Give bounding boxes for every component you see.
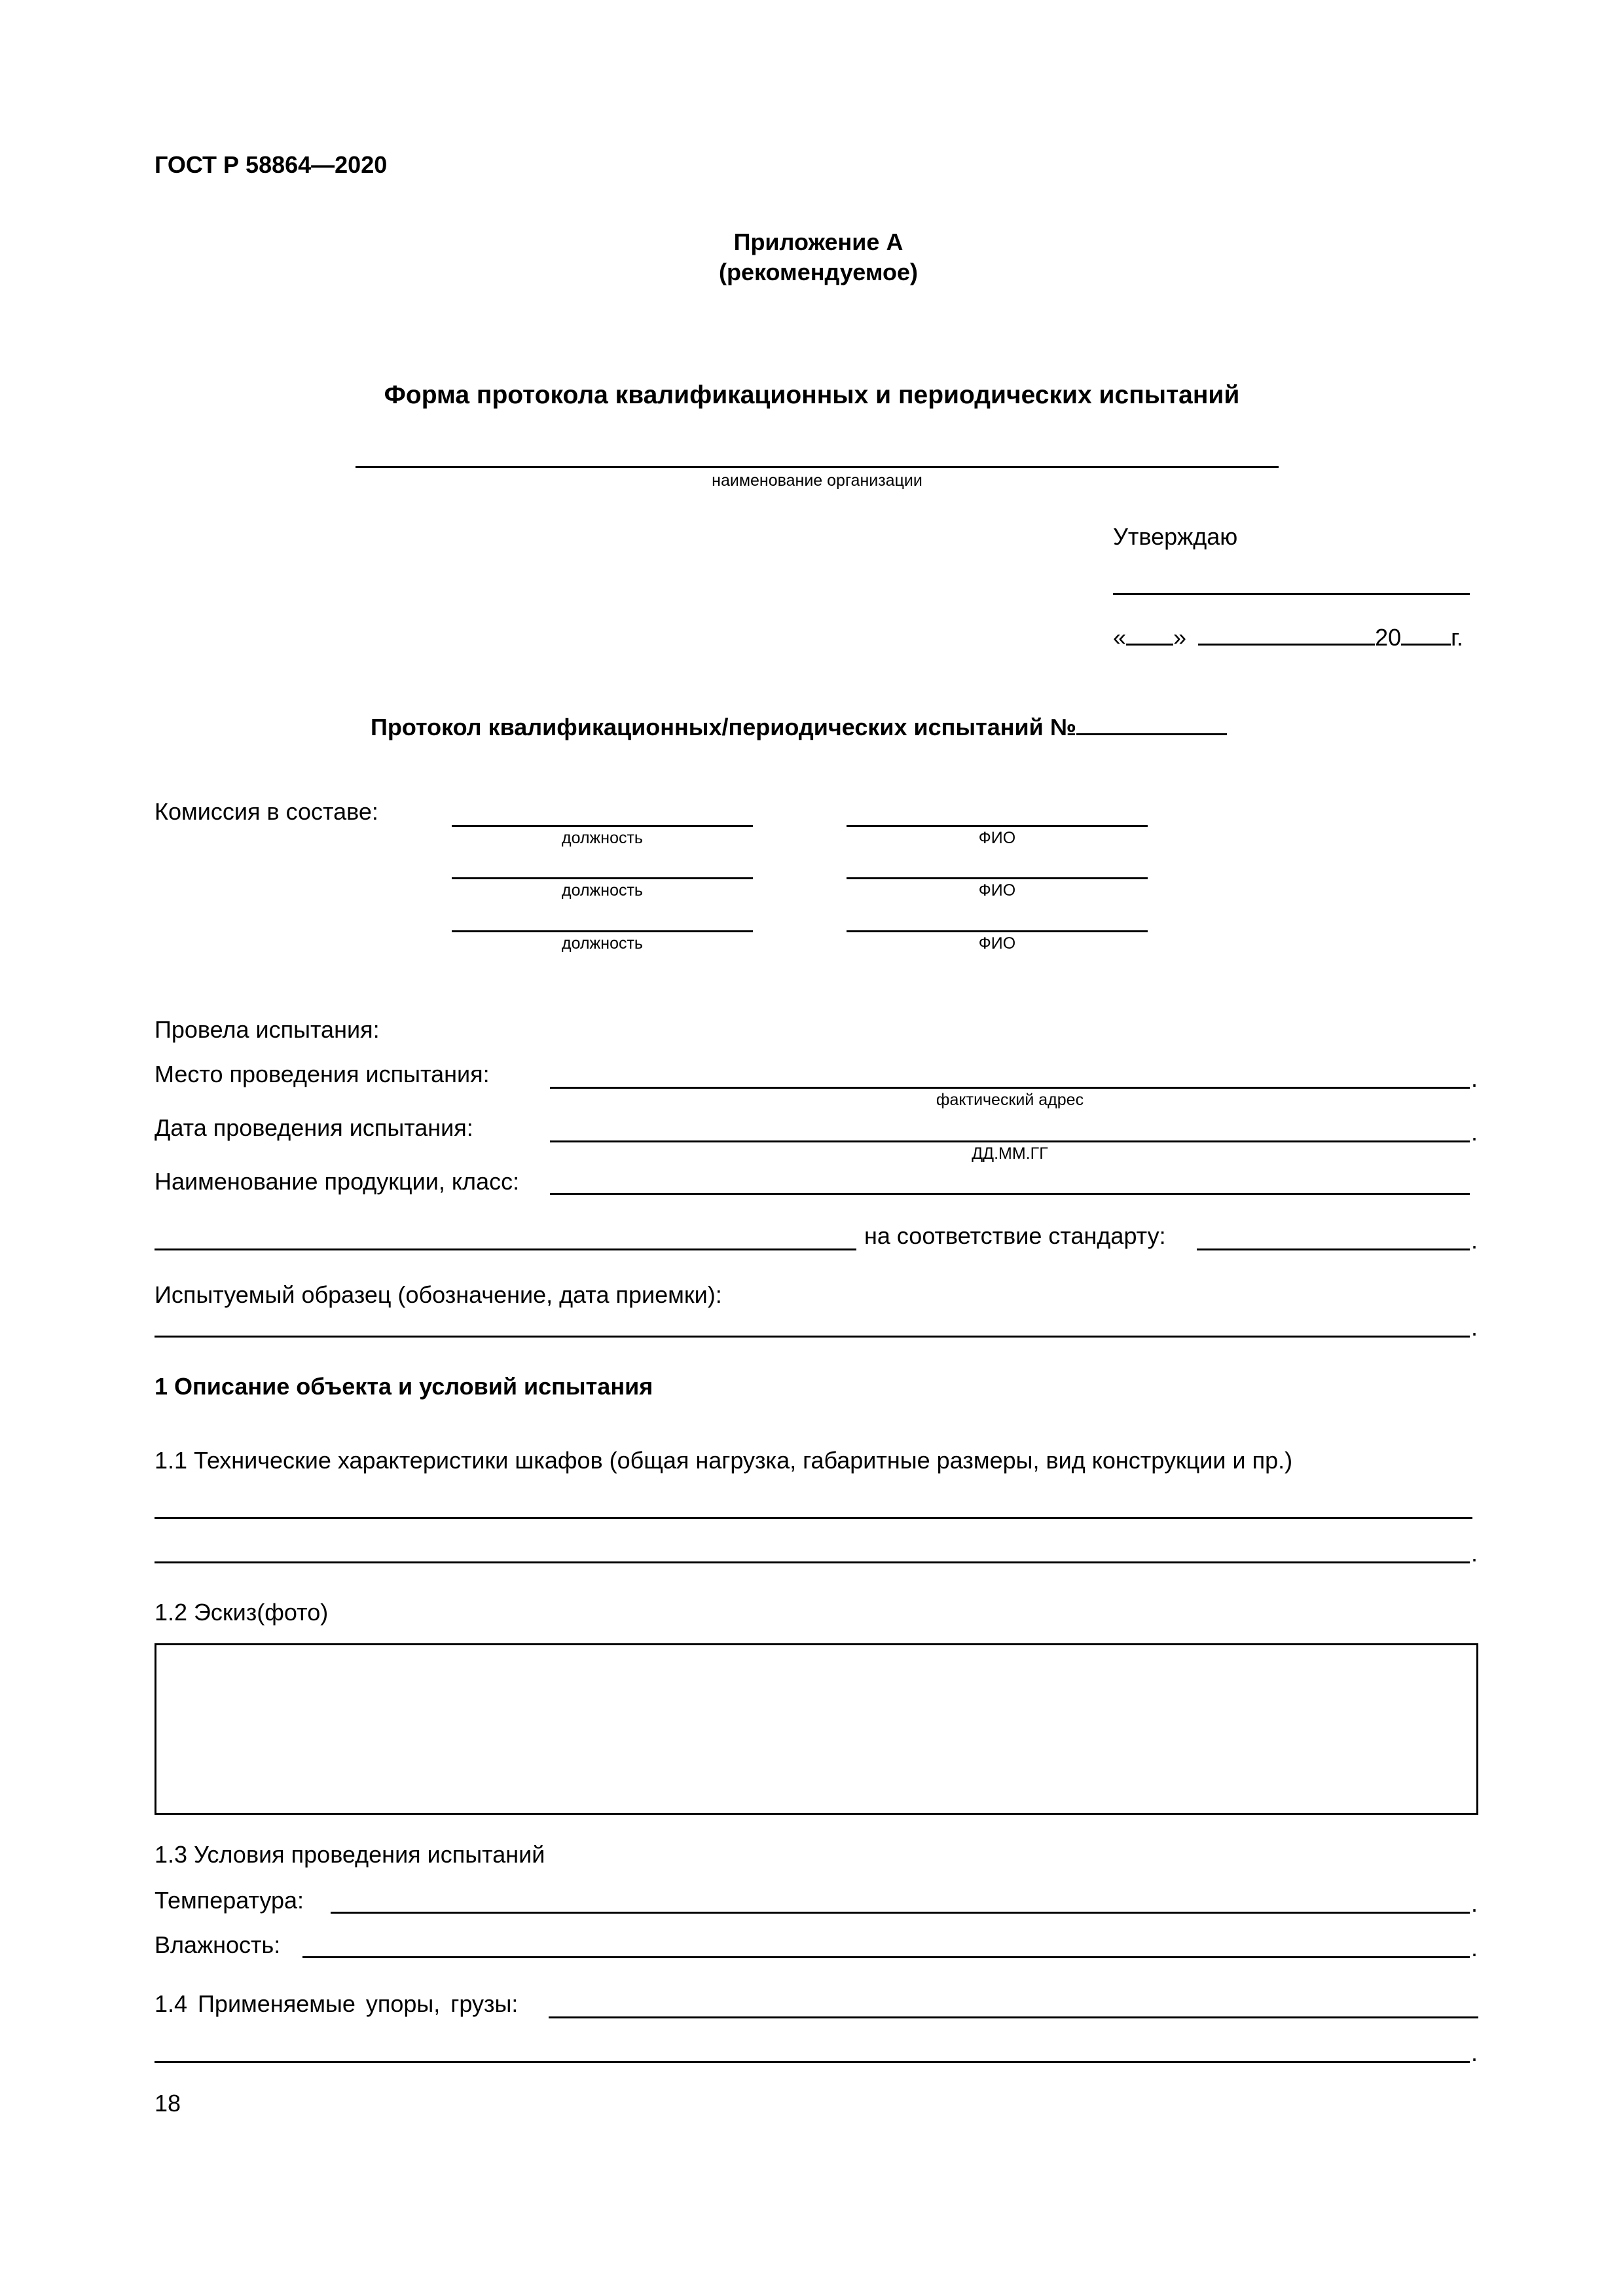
commission-label: Комиссия в составе:	[155, 798, 378, 825]
characteristics-field-2[interactable]	[155, 1561, 1470, 1563]
commission-name-field-1[interactable]	[847, 825, 1148, 827]
temperature-field[interactable]	[331, 1912, 1470, 1914]
quote-open: «	[1113, 624, 1127, 651]
position-caption-3: должность	[562, 934, 643, 953]
section-1-2-text: 1.2 Эскиз(фото)	[155, 1599, 329, 1626]
product-continuation-field[interactable]	[155, 1248, 856, 1250]
position-caption-2: должность	[562, 881, 643, 900]
standard-field[interactable]	[1197, 1248, 1470, 1250]
position-caption-1: должность	[562, 829, 643, 847]
date-period: .	[1471, 1119, 1478, 1146]
supports-period: .	[1471, 2039, 1478, 2066]
approval-month-field[interactable]	[1198, 624, 1375, 646]
name-caption-1: ФИО	[978, 829, 1016, 847]
approval-signature-field[interactable]	[1113, 593, 1470, 595]
protocol-title-text: Протокол квалификационных/периодических испытаний №	[371, 714, 1076, 740]
annex-title: Приложение А	[733, 228, 903, 255]
page-number: 18	[155, 2090, 181, 2117]
protocol-number-field[interactable]	[1076, 714, 1227, 735]
organization-caption: наименование организации	[712, 471, 922, 490]
name-caption-3: ФИО	[978, 934, 1016, 953]
annex-type: (рекомендуемое)	[719, 259, 918, 285]
characteristics-field-1[interactable]	[155, 1517, 1472, 1519]
commission-name-field-3[interactable]	[847, 930, 1148, 932]
place-period: .	[1471, 1065, 1478, 1092]
year-prefix: 20	[1375, 624, 1402, 651]
approval-year-field[interactable]	[1401, 624, 1451, 646]
place-caption: фактический адрес	[936, 1091, 1084, 1109]
form-title: Форма протокола квалификационных и периодических испытаний	[384, 381, 1240, 409]
temperature-label: Температура:	[155, 1887, 304, 1914]
approval-day-field[interactable]	[1126, 624, 1173, 646]
section-1-4-text: 1.4 Применяемые упоры, грузы:	[155, 1990, 519, 2017]
year-suffix: г.	[1451, 624, 1463, 651]
organization-field[interactable]	[356, 466, 1279, 468]
section-1-title: 1 Описание объекта и условий испытания	[155, 1373, 653, 1400]
product-field[interactable]	[550, 1193, 1470, 1195]
conducted-label: Провела испытания:	[155, 1016, 380, 1043]
approval-label: Утверждаю	[1113, 523, 1238, 550]
humidity-period: .	[1471, 1935, 1478, 1961]
standard-label: на соответствие стандарту:	[864, 1222, 1166, 1249]
date-caption: ДД.ММ.ГГ	[972, 1144, 1048, 1163]
supports-field-1[interactable]	[549, 2016, 1478, 2018]
approval-date	[1113, 624, 1463, 649]
sample-field[interactable]	[155, 1336, 1470, 1338]
standard-code: ГОСТ Р 58864—2020	[155, 151, 388, 178]
place-label: Место проведения испытания:	[155, 1061, 490, 1087]
commission-name-field-2[interactable]	[847, 877, 1148, 879]
commission-position-field-3[interactable]	[452, 930, 753, 932]
humidity-label: Влажность:	[155, 1931, 281, 1958]
commission-position-field-2[interactable]	[452, 877, 753, 879]
date-label: Дата проведения испытания:	[155, 1114, 473, 1141]
sketch-photo-box[interactable]	[155, 1643, 1478, 1815]
name-caption-2: ФИО	[978, 881, 1016, 900]
sample-label: Испытуемый образец (обозначение, дата приемки):	[155, 1281, 722, 1308]
protocol-title	[371, 714, 1227, 739]
humidity-field[interactable]	[302, 1956, 1470, 1958]
temperature-period: .	[1471, 1890, 1478, 1917]
section-1-1-text: 1.1 Технические характеристики шкафов (общая нагрузка, габаритные размеры, вид конструкции и пр.)	[155, 1447, 1293, 1474]
sample-period: .	[1471, 1314, 1478, 1341]
supports-field-2[interactable]	[155, 2061, 1470, 2063]
standard-period: .	[1471, 1227, 1478, 1254]
place-field[interactable]	[550, 1087, 1470, 1089]
section-1-3-text: 1.3 Условия проведения испытаний	[155, 1841, 545, 1868]
quote-close: »	[1173, 624, 1187, 651]
commission-position-field-1[interactable]	[452, 825, 753, 827]
product-label: Наименование продукции, класс:	[155, 1168, 520, 1195]
date-field[interactable]	[550, 1140, 1470, 1142]
characteristics-period: .	[1471, 1540, 1478, 1567]
